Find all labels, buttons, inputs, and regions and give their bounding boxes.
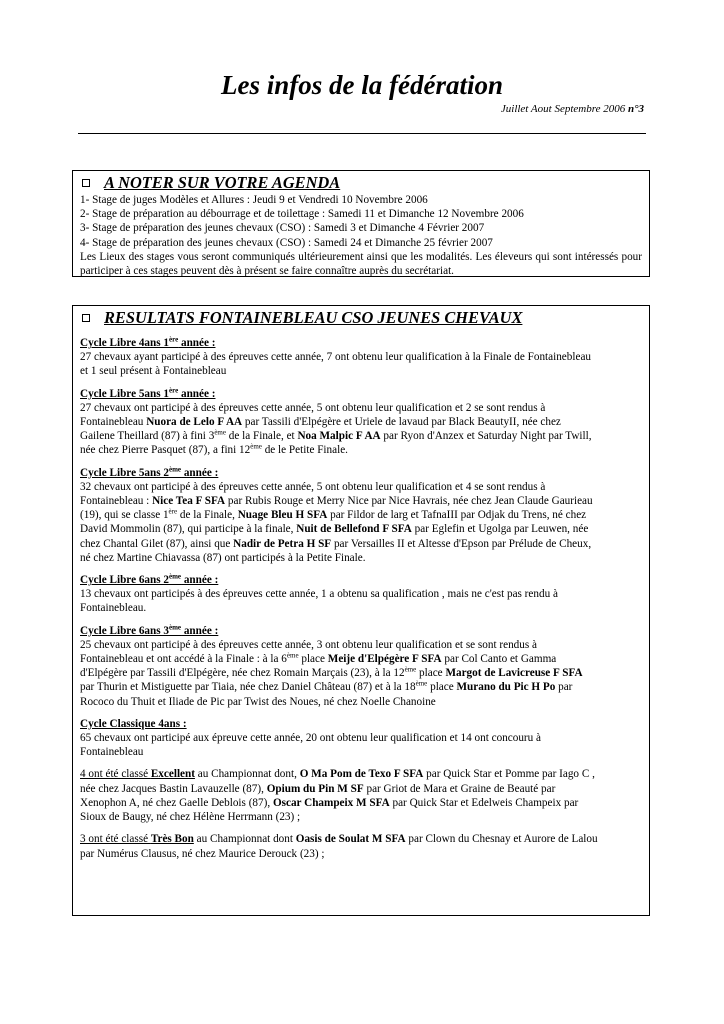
paragraph-line: 4 ont été classé Excellent au Championnat dont, O Ma Pom de Texo F SFA par Quick Star et Pomme par Iago C , — [80, 768, 595, 781]
agenda-heading-text: A NOTER SUR VOTRE AGENDA — [104, 173, 341, 192]
paragraph-line: par Numérus Clausus, né chez Maurice Derouck (23) ; — [80, 847, 325, 860]
paragraph-line: Sioux de Baugy, né chez Hélène Herrmann (23) ; — [80, 811, 301, 824]
agenda-box — [72, 170, 650, 277]
results-heading — [80, 308, 642, 328]
paragraph-line: 13 chevaux ont participés à des épreuves cette année, 1 a obtenu sa qualification , mais ne c'est pas rendu à — [80, 588, 558, 601]
horse-name: Nuora de Lelo F AA — [146, 416, 243, 429]
section-title: Cycle Libre 5ans 1ère année : — [80, 385, 216, 400]
section-cycle-libre-6ans-3 — [80, 624, 642, 709]
horse-name: Opium du Pin M SF — [266, 782, 364, 795]
section-cycle-libre-6ans-2 — [80, 573, 642, 616]
paragraph-line: 32 chevaux ont participé à des épreuves cette année, 5 ont obtenu leur qualification et 4 se sont rendus à — [80, 480, 546, 493]
issue-number: n°3 — [627, 103, 644, 115]
results-box — [72, 305, 650, 916]
paragraph-line: (19), qui se classe 1ère de la Finale, Nuage Bleu H SFA par Fildor de larg et TafnaIII par Odjak du Trens, né chez — [80, 507, 587, 522]
horse-name: Oscar Champeix M SFA — [272, 796, 390, 809]
paragraph-line: né chez Martine Chiavassa (87) ont participés à la Petite Finale. — [80, 551, 366, 564]
section-cycle-classique-4ans — [80, 717, 642, 760]
paragraph-line: née chez Jacques Bastin Lavauzelle (87), Opium du Pin M SF par Griot de Mara et Graine de Beauté par — [80, 782, 556, 795]
agenda-item: 2- Stage de préparation au débourrage et de toilettage : Samedi 11 et Dimanche 12 Novembre 2006 — [80, 208, 524, 221]
paragraph-line: chez Chantal Gilet (87), ainsi que Nadir de Petra H SF par Versailles II et Altesse d'Epson par Prélude de Cheux, — [80, 537, 592, 550]
paragraph-line: Fontainebleau : Nice Tea F SFA par Rubis Rouge et Merry Nice par Nice Havrais, née chez Jean Claude Gaurieau — [80, 495, 593, 508]
paragraph-line: et 1 seul présent à Fontainebleau — [80, 365, 227, 378]
checkbox-bullet-icon — [82, 179, 90, 187]
paragraph-line: David Mommolin (87), qui participe à la finale, Nuit de Bellefond F SFA par Eglefin et Ugolga par Leuwen, née — [80, 523, 589, 536]
grade-label: Excellent — [150, 768, 195, 781]
section-cycle-libre-5ans-1 — [80, 387, 642, 458]
section-title: Cycle Libre 6ans 3ème année : — [80, 622, 219, 637]
issue-date: Juillet Aout Septembre 2006 — [500, 103, 626, 115]
paragraph-line: Xenophon A, né chez Gaelle Deblois (87), Oscar Champeix M SFA par Quick Star et Edelweis Champeix par — [80, 796, 579, 809]
paragraph-line: 3 ont été classé Très Bon au Championnat dont Oasis de Soulat M SFA par Clown du Chesnay et Aurore de Lalou — [80, 833, 598, 846]
section-title: Cycle Libre 6ans 2ème année : — [80, 572, 219, 587]
paragraph-line: Fontainebleau Nuora de Lelo F AA par Tassili d'Elpégère et Uriele de lavaud par Black BeautyII, née chez — [80, 416, 561, 429]
section-tres-bon — [80, 832, 642, 860]
agenda-item: 1- Stage de juges Modèles et Allures : Jeudi 9 et Vendredi 10 Novembre 2006 — [80, 194, 428, 206]
paragraph-line: Gailene Theillard (87) à fini 3ème de la Finale, et Noa Malpic F AA par Ryon d'Anzex et Saturday Night par Twill, — [80, 428, 592, 443]
paragraph-line: née chez Pierre Pasquet (87), a fini 12ème de le Petite Finale. — [80, 442, 348, 457]
agenda-item: 4- Stage de préparation des jeunes chevaux (CSO) : Samedi 24 et Dimanche 25 février 2007 — [80, 236, 493, 249]
paragraph-line: 27 chevaux ont participé à des épreuves cette année, 5 ont obtenu leur qualification et 2 se sont rendus à — [80, 401, 546, 414]
agenda-note: Les Lieux des stages vous seront communiqués ultérieurement ainsi que les modalités. Les éleveurs qui sont intéressés pour participer à ces stages peuvent dès à présent se faire connaître auprès du secrétariat. — [80, 250, 642, 278]
paragraph-line: Fontainebleau. — [80, 602, 147, 615]
paragraph-line: Fontainebleau et ont accédé à la Finale : à la 6ème place Meije d'Elpégère F SFA par Col Canto et Gamma — [80, 651, 557, 666]
horse-name: Noa Malpic F AA — [297, 430, 381, 443]
header-divider — [78, 133, 646, 134]
agenda-heading — [80, 173, 642, 193]
horse-name: Nice Tea F SFA — [152, 495, 226, 508]
grade-label: Très Bon — [150, 833, 194, 846]
results-heading-text: RESULTATS FONTAINEBLEAU CSO JEUNES CHEVAUX — [104, 308, 523, 327]
paragraph-line: Rococo du Thuit et Iliade de Pic par Twist des Noues, né chez Noelle Chanoine — [80, 695, 436, 708]
agenda-item: 3- Stage de préparation des jeunes chevaux (CSO) : Samedi 3 et Dimanche 4 Février 2007 — [80, 222, 485, 235]
paragraph-line: Fontainebleau — [80, 746, 144, 759]
horse-name: Nuage Bleu H SFA — [237, 509, 328, 522]
paragraph-line: par Thurin et Mistiguette par Tiaia, née chez Daniel Château (87) et à la 18ème place Murano du Pic H Po par — [80, 679, 573, 694]
horse-name: O Ma Pom de Texo F SFA — [299, 768, 424, 781]
horse-name: Nuit de Bellefond F SFA — [296, 523, 412, 536]
section-title: Cycle Libre 5ans 2ème année : — [80, 464, 219, 479]
page-title: Les infos de la fédération — [221, 70, 503, 100]
section-cycle-libre-5ans-2 — [80, 466, 642, 565]
section-cycle-libre-4ans-1 — [80, 336, 642, 379]
horse-name: Meije d'Elpégère F SFA — [327, 653, 442, 666]
paragraph-line: d'Elpégère par Tassili d'Elpégère, née chez Romain Marçais (23), à la 12ème place Margot de Lavicreuse F SFA — [80, 665, 583, 680]
horse-name: Oasis de Soulat M SFA — [295, 833, 406, 846]
checkbox-bullet-icon — [82, 314, 90, 322]
issue-line — [501, 103, 644, 115]
section-title: Cycle Classique 4ans : — [80, 717, 187, 730]
paragraph-line: 65 chevaux ont participé aux épreuve cette année, 20 ont obtenu leur qualification et 14 ont concouru à — [80, 732, 541, 745]
paragraph-line: 25 chevaux ont participé à des épreuves cette année, 3 ont obtenu leur qualification et se sont rendus à — [80, 638, 537, 651]
section-title: Cycle Libre 4ans 1ère année : — [80, 335, 216, 349]
paragraph-line: 27 chevaux ayant participé à des épreuves cette année, 7 ont obtenu leur qualification à la Finale de Fontainebleau — [80, 351, 592, 364]
horse-name: Nadir de Petra H SF — [233, 537, 332, 550]
horse-name: Murano du Pic H Po — [456, 681, 556, 694]
section-excellent — [80, 767, 642, 824]
horse-name: Margot de Lavicreuse F SFA — [445, 667, 583, 680]
